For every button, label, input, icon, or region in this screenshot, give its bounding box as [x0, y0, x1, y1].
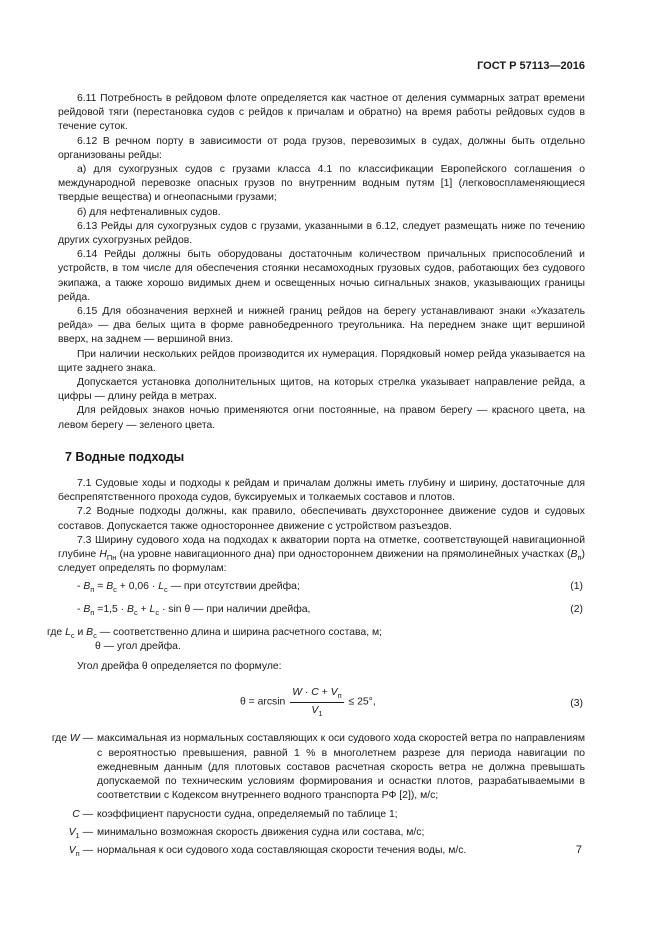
equation-3-denominator: $V_1$	[311, 704, 323, 718]
paragraph-7-2: 7.2 Водные подходы должны, как правило, обеспечивать двухстороннее движение судов и судовых составов. Допускается также одностороннее движение с устройством разъездов.	[58, 506, 585, 532]
definition-symbol: $V_п$ —	[68, 844, 93, 858]
paragraph-extra-shields: Допускается установка дополнительных щитов, на которых стрелка указывает направление рейда, а цифры — длину рейда в метрах.	[58, 377, 585, 403]
equation-2	[77, 603, 585, 617]
definition-symbol: где W —	[51, 733, 93, 745]
definition-text: коэффициент парусности судна, определяемый по таблице 1;	[97, 808, 398, 820]
equation-3-rhs: ≤ 25°,	[348, 696, 376, 708]
equation-1-number: (1)	[570, 580, 583, 592]
equation-3-lhs: θ = arcsin	[240, 696, 286, 708]
definition-symbol: C —	[72, 808, 93, 820]
definition-symbol: $V_1$ —	[68, 826, 93, 840]
where-block	[47, 626, 585, 654]
paragraph-7-1: 7.1 Судовые ходы и подходы к рейдам и причалам должны иметь глубину и ширину, достаточные для беспрепятственного прохода судов, буксируемых и толкаемых составов и плотов.	[58, 478, 585, 504]
equation-3-numerator: $W \cdot C + V_п$	[290, 686, 343, 702]
definition-v1	[58, 826, 585, 840]
paragraph-6-12-b: б) для нефтеналивных судов.	[77, 206, 221, 218]
where-lc-bc: где $L_c$ и $B_c$ — соответственно длина и ширина расчетного состава, м;	[47, 626, 383, 640]
definition-w	[51, 732, 585, 803]
sub-p: п	[577, 553, 582, 563]
sub-pn: Пн	[106, 553, 117, 563]
section-7-title: 7 Водные подходы	[65, 449, 185, 464]
definition-text: нормальная к оси судового хода составляющая скорости течения воды, м/с.	[97, 844, 467, 856]
equation-3	[58, 682, 585, 722]
equation-2-text: - $B_п =1,5 \cdot B_c + L_c \cdot \sin \theta$ — при наличии дрейфа,	[77, 603, 311, 617]
paragraph-6-15: 6.15 Для обозначения верхней и нижней границ рейдов на берегу устанавливают знаки «Указатель рейда» — два белых щита в форме равнобедренного треугольника. На переднем знаке щит вершиной вверх, на заднем — вершиной вниз.	[58, 306, 585, 346]
page-content	[47, 92, 585, 862]
definition-vp	[58, 844, 585, 858]
document-header: ГОСТ Р 57113—2016	[477, 60, 585, 72]
paragraph-numbering: При наличии нескольких рейдов производится их нумерация. Порядковый номер рейда указывается на щите заднего знака.	[58, 348, 585, 374]
equation-1-text: - $B_п = B_c + 0,06 \cdot L_c$ — при отсутствии дрейфа;	[77, 580, 300, 594]
paragraph-6-11: 6.11 Потребность в рейдовом флоте определяется как частное от деления суммарных затрат времени рейдовой тяги (перестановка судов с рейдов к причалам и обратно) на время работы рейдовых судов в течение суток.	[58, 93, 585, 133]
paragraph-6-14: 6.14 Рейды должны быть оборудованы достаточным количеством причальных приспособлений и устройств, в том числе для обеспечения стоянки несамоходных грузовых судов, работающих без судового экипажа, а также хорошо видимых днем и освещенных ночью сигнальных знаков, указывающих границы рейда.	[58, 249, 585, 303]
variable-definitions	[51, 732, 585, 858]
equation-1	[77, 580, 585, 594]
paragraph-6-12-a: а) для сухогрузных судов с грузами класса 4.1 по классификации Европейского соглашения о международной перевозке опасных грузов по внутренним водным путям [1] (легковоспламеняющиеся твердые вещества) и огнеопасными грузами;	[58, 164, 585, 204]
var-h: H	[99, 549, 107, 561]
equation-3-number: (3)	[570, 698, 583, 710]
drift-intro: Угол дрейфа θ определяется по формуле:	[77, 661, 282, 673]
definition-text: максимальная из нормальных составляющих к оси судового хода скоростей ветра по направлениям с вероятностью превышения, равной 1 % в многолетнем разрезе для периода навигации по ежедневным данным (для плотовых составов расчетная скорость ветра не должна превышать допускаемой по техническим условиям формирования и оснастки плотов, разрабатываемыми в соответствии с Кодексом внутреннего водного транспорта РФ [2]), м/с;	[97, 733, 585, 802]
var-b: B	[570, 549, 578, 561]
paragraph-night-lights: Для рейдовых знаков ночью применяются огни постоянные, на правом берегу — красного цвета, на левом берегу — зеленого цвета.	[58, 405, 585, 431]
definition-text: минимально возможная скорость движения судна или состава, м/с;	[97, 826, 425, 838]
where-theta: θ — угол дрейфа.	[95, 641, 181, 653]
paragraph-6-13: 6.13 Рейды для сухогрузных судов с грузами, указанными в 6.12, следует размещать ниже по течению других сухогрузных рейдов.	[58, 220, 585, 247]
definition-c	[58, 808, 585, 822]
equation-2-number: (2)	[570, 603, 583, 615]
equation-3-fraction	[290, 686, 343, 717]
paragraph-6-12: 6.12 В речном порту в зависимости от рода грузов, перевозимых в судах, должны быть отдельно организованы рейды:	[58, 135, 585, 161]
paragraph-7-3: 7.3 Ширину судового хода на подходах к акватории порта на отметке, соответствующей навигационной глубине $H_{Пн}$ (на уровне навигационного дна) при одностороннем движении на прямолинейных участках $(B_п)$ следует определять по формулам:	[58, 534, 585, 575]
page-number: 7	[575, 844, 582, 856]
